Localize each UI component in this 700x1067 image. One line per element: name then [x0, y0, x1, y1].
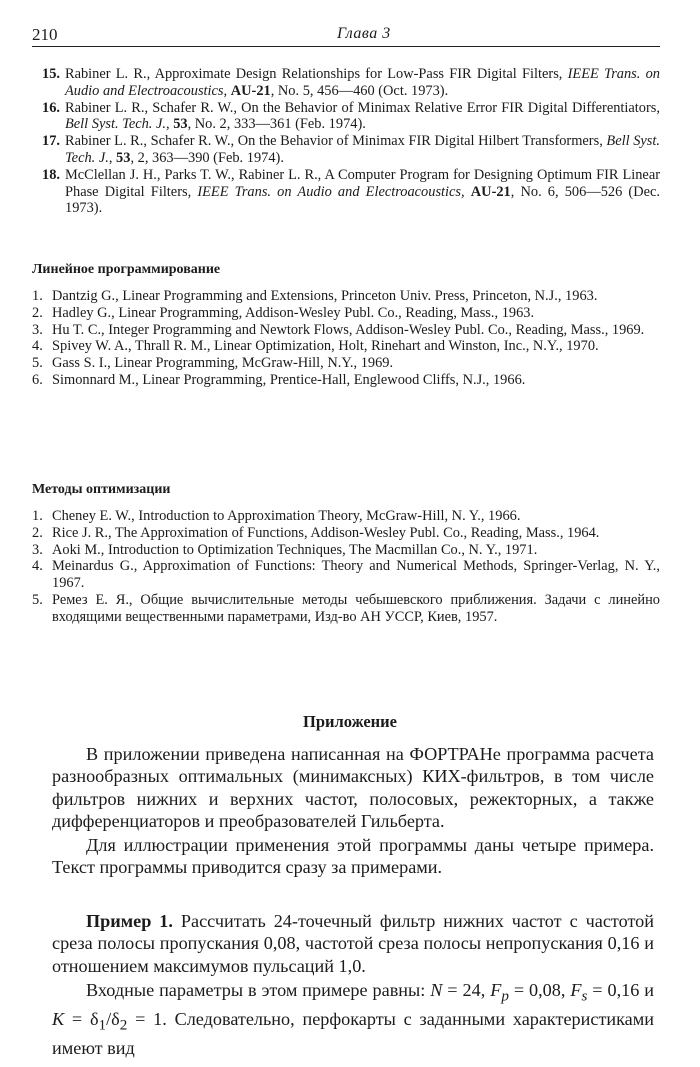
reference-journal: Bell Syst. Tech. J. [65, 116, 166, 133]
param-subscript: 2 [119, 1016, 128, 1034]
reference-text: Rabiner L. R., Schafer R. W., On the Behavior of Minimax Relative Error FIR Digital Differentiators, [65, 99, 660, 116]
reference-details: , No. 2, 333—361 (Feb. 1974). [187, 116, 366, 133]
param-text: = δ [64, 1008, 99, 1029]
reference-item [32, 592, 660, 626]
reference-item [32, 372, 660, 389]
reference-text: Meinardus G., Approximation of Functions: Theory and Numerical Methods, Springer-Verlag, N. Y., 1967. [52, 558, 660, 592]
reference-number: 2. [32, 304, 43, 321]
reference-item [32, 558, 660, 592]
reference-volume: 53 [116, 149, 131, 166]
reference-text: Rabiner L. R., Approximate Design Relationships for Low-Pass FIR Digital Filters, [65, 66, 568, 82]
example-label: Пример 1. [86, 911, 173, 931]
reference-number: 17. [42, 133, 60, 150]
reference-details: , No. 5, 456—460 (Oct. 1973). [270, 82, 449, 99]
appendix-paragraph-intro: В приложении приведена написанная на ФОРТРАНе программа расчета разнообразных оптимальных (минимаксных) КИХ-фильтров, в том числе фильтров нижних и верхних частот, полосовых, режекторных, а также дифференциаторов и преобразователей Гильберта. [52, 744, 654, 831]
reference-item [32, 542, 660, 559]
example-text: Рассчитать 24-точечный фильтр нижних частот с частотой среза полосы пропускания 0,08, частотой среза полосы непропускания 0,16 и отношением максимумов пульсаций 1,0. [52, 911, 654, 976]
reference-item [32, 66, 660, 100]
reference-number: 18. [42, 166, 60, 183]
reference-journal: IEEE Trans. on Audio and Electroacoustics, [65, 66, 660, 99]
reference-text: Ремез Е. Я., Общие вычислительные методы чебышевского приближения. Задачи с линейно входящими вещественными параметрами, Изд-во АН УССР, Киев, 1957. [52, 591, 660, 625]
reference-number: 16. [42, 99, 60, 116]
appendix-paragraph-examples: Для иллюстрации применения этой программы даны четыре примера. Текст программы приводится сразу за примерами. [52, 835, 654, 878]
reference-details: , No. 6, 506—526 (Dec. 1973). [65, 183, 660, 217]
section-heading-optimization-methods: Методы оптимизации [32, 482, 171, 497]
reference-text: Spivey W. A., Thrall R. M., Linear Optimization, Holt, Rinehart and Winston, Inc., N.Y., 1970. [52, 338, 599, 355]
reference-volume: AU-21 [230, 82, 271, 99]
reference-journal: IEEE Trans. on Audio and Electroacoustics, [197, 183, 465, 200]
example-parameters-paragraph [52, 979, 654, 1059]
reference-text: Hu T. C., Integer Programming and Newtork Flows, Addison-Wesley Publ. Co., Reading, Mass., 1969. [52, 321, 645, 338]
reference-text: Hadley G., Linear Programming, Addison-Wesley Publ. Co., Reading, Mass., 1963. [52, 304, 535, 321]
example-1-paragraph [52, 910, 654, 977]
param-text: /δ [106, 1008, 120, 1029]
reference-number: 5. [32, 591, 43, 608]
reference-item [32, 355, 660, 372]
reference-number: 1. [32, 508, 43, 524]
reference-sep: , [108, 149, 117, 166]
reference-list-continued [32, 66, 660, 217]
param-subscript: s [581, 987, 588, 1005]
reference-number: 15. [42, 66, 60, 82]
reference-number: 2. [32, 524, 43, 541]
reference-number: 3. [32, 321, 43, 338]
param-symbol: N [430, 979, 443, 1000]
reference-sep: , [165, 116, 174, 133]
param-subscript: p [501, 987, 509, 1005]
reference-journal: Bell Syst. Tech. J. [65, 133, 660, 166]
param-symbol: F [570, 979, 582, 1000]
reference-item [32, 100, 660, 134]
reference-list-optimization-methods [32, 508, 660, 626]
param-text: = 0,16 и [587, 979, 655, 1000]
param-text: = 0,08, [508, 979, 571, 1000]
reference-text: Rice J. R., The Approximation of Functions, Addison-Wesley Publ. Co., Reading, Mass., 1964. [52, 524, 600, 541]
appendix-body [52, 743, 654, 879]
reference-volume: AU-21 [470, 183, 511, 200]
reference-text: Aoki M., Introduction to Optimization Techniques, The Macmillan Co., N. Y., 1971. [52, 541, 538, 558]
reference-number: 4. [32, 338, 43, 355]
appendix-title: Приложение [302, 712, 398, 731]
param-subscript: 1 [98, 1016, 107, 1034]
reference-number: 3. [32, 541, 43, 558]
reference-text: Rabiner L. R., Schafer R. W., On the Behavior of Minimax FIR Digital Hilbert Transformers, [65, 133, 607, 150]
reference-list-linear-programming [32, 288, 660, 389]
reference-item [32, 322, 660, 339]
reference-text: Simonnard M., Linear Programming, Prentice-Hall, Englewood Cliffs, N.J., 1966. [52, 371, 526, 388]
param-text: Входные параметры в этом примере равны: [86, 979, 431, 1000]
running-head: Глава 3 [337, 25, 391, 42]
reference-text: Gass S. I., Linear Programming, McGraw-Hill, N.Y., 1969. [52, 355, 394, 372]
reference-volume: 53 [173, 116, 188, 133]
reference-item [32, 167, 660, 217]
param-symbol: K [52, 1008, 65, 1029]
reference-text: Cheney E. W., Introduction to Approximation Theory, McGraw-Hill, N. Y., 1966. [52, 508, 521, 524]
reference-details: , 2, 363—390 (Feb. 1974). [130, 149, 284, 166]
param-symbol: F [490, 979, 502, 1000]
reference-item [32, 338, 660, 355]
reference-number: 5. [32, 355, 43, 372]
example-section [52, 910, 654, 1059]
reference-item [32, 288, 660, 305]
reference-text: McClellan J. H., Parks T. W., Rabiner L. R., A Computer Program for Designing Optimum FIR Linear Phase Digital Filters, [65, 166, 660, 200]
reference-number: 6. [32, 371, 43, 388]
param-text: = 1. Следовательно, перфокарты с заданными характеристиками имеют вид [52, 1008, 655, 1058]
reference-item [32, 133, 660, 167]
page-header [32, 24, 660, 47]
param-text: = 24, [442, 979, 491, 1000]
reference-item [32, 305, 660, 322]
page-number: 210 [32, 25, 58, 44]
reference-number: 1. [32, 288, 43, 304]
reference-text: Dantzig G., Linear Programming and Extensions, Princeton Univ. Press, Princeton, N.J., 1963. [52, 288, 598, 304]
reference-item [32, 508, 660, 525]
reference-number: 4. [32, 558, 43, 575]
reference-item [32, 525, 660, 542]
section-heading-linear-programming: Линейное программирование [32, 262, 221, 277]
